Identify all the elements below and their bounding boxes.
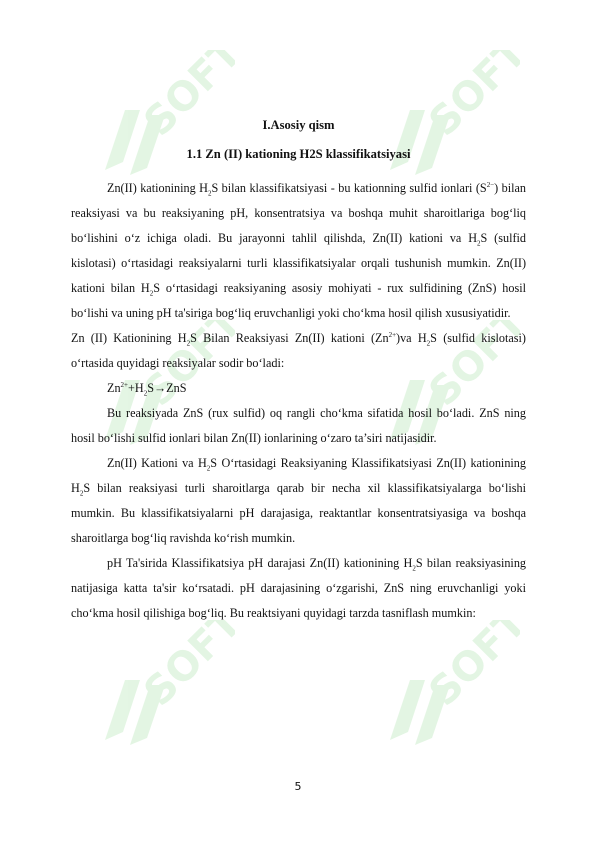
svg-text:SOFT: SOFT — [420, 50, 520, 146]
section-heading: 1.1 Zn (II) kationing H2S klassifikatsiyasi — [186, 147, 411, 161]
watermark-logo — [370, 620, 520, 770]
page-number: 5 — [294, 780, 302, 793]
svg-text:SOFT: SOFT — [135, 320, 235, 416]
watermark-logo — [85, 620, 235, 770]
paragraph-1: Zn(II) kationining $H_2S$ bilan klassifikatsiyasi - bu kationning sulfid ionlari $(S^{2-})$ bilan reaksiyasi va bu reaksiyaning pH, konsentratsiya va boshqa muhit sharoitlariga bog‘liq bo‘lishini o‘z ichiga oladi. Bu jarayonni tahlil qilishda, Zn(II) kationi va $H_2S$ (sulfid kislotasi) o‘rtasidagi reaksiyalarni turli klassifikatsiyalar orqali tushunish mumkin. Zn(II) kationi bilan $H_2S$ o‘rtasidagi reaksiyaning asosiy mohiyati - rux sulfidining (ZnS) hosil bo‘lishi va uning pH ta'siriga bog‘liq eruvchanligi yoki cho‘kma hosil qilish xususiyatidir. — [71, 180, 526, 320]
svg-text:SOFT: SOFT — [135, 50, 235, 146]
svg-text:SOFT: SOFT — [420, 620, 520, 716]
svg-text:SOFT: SOFT — [135, 620, 235, 716]
paragraph-5: pH Ta'sirida Klassifikatsiya pH darajasi Zn(II) kationining $H_2S$ bilan reaksiyasining natijasiga katta ta'sir ko‘rsatadi. pH darajasining o‘zgarishi, ZnS ning eruvchanligi yoki cho‘kma hosil qilishiga bog‘liq. Bu reaktsiyani quyidagi tarzda tasniflash mumkin: — [71, 556, 527, 620]
paragraph-2: Zn (II) Kationining $H_2S$ Bilan Reaksiyasi Zn(II) kationi $(Zn^{2+})va$ $H_2S$ (sulfid kislotasi) o‘rtasida quyidagi reaksiyalar sodir bo‘ladi: — [71, 330, 526, 370]
page-title: I.Asosiy qism — [262, 118, 335, 132]
paragraph-3: Bu reaksiyada ZnS (rux sulfid) oq rangli cho‘kma sifatida hosil bo‘ladi. ZnS ning hosil bo‘lishi sulfid ionlari bilan Zn(II) ionlarining o‘zaro ta’siri natijasidir. — [71, 406, 526, 445]
page-body — [71, 118, 526, 626]
svg-text:SOFT: SOFT — [420, 320, 520, 416]
paragraph-4: Zn(II) Kationi va $H_2S$ O‘rtasidagi Reaksiyaning Klassifikatsiyasi Zn(II) kationining $H_2S$ bilan reaksiyasi turli sharoitlarga qarab bir necha xil klassifikatsiyalarga bo‘lishi mumkin. Bu klassifikatsiyalarni pH darajasiga, reaktantlar konsentratsiyasiga va boshqa sharoitlarga bog‘liq ravishda ko‘rish mumkin. — [71, 456, 526, 545]
reaction-equation: $Zn^{2+}+H_2S\to ZnS$ — [107, 380, 187, 398]
